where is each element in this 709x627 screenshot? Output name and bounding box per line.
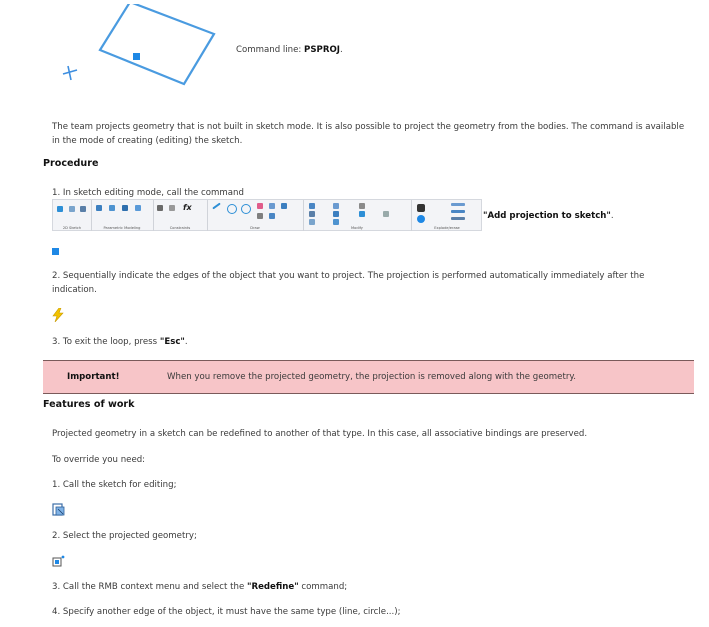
explode-icon — [417, 215, 425, 223]
override-intro: To override you need: — [52, 455, 146, 465]
ribbon-group-2d-sketch — [53, 200, 92, 231]
finish-sketch-icon — [57, 206, 63, 212]
erase-icon — [417, 204, 425, 212]
arc-icon — [227, 204, 237, 214]
add-projection-end: . — [610, 211, 614, 221]
sketch-edit-icon — [52, 503, 66, 517]
step-marker-icon — [52, 248, 59, 255]
ribbon-group-parametric — [91, 200, 154, 231]
erase-group-icon — [451, 217, 465, 220]
important-note — [43, 360, 694, 394]
ribbon-group-draw — [207, 200, 304, 231]
ribbon-group-modify — [303, 200, 412, 231]
add-projection-icon — [69, 206, 75, 212]
ribbon-group-label: Constraints — [169, 226, 191, 230]
revolve-icon — [109, 205, 115, 211]
projected-geometry-icon — [52, 555, 65, 568]
step-1-text: 1. In sketch editing mode, call the command — [52, 188, 244, 198]
override-step-2: 2. Select the projected geometry; — [52, 531, 197, 541]
override-step-3-suffix: command; — [298, 582, 348, 592]
sketch-tool-icon — [80, 206, 86, 212]
explode-text-icon — [451, 203, 465, 206]
ribbon-group-label: Modify — [351, 226, 363, 230]
explode-group-icon — [451, 210, 465, 213]
override-step-1: 1. Call the sketch for editing; — [52, 480, 177, 490]
scale-icon — [333, 203, 339, 209]
step-3-text — [52, 335, 188, 349]
command-line-suffix: . — [339, 45, 343, 55]
redefine-command-label: "Redefine" — [246, 582, 299, 592]
sweep-icon — [135, 205, 141, 211]
extrude-icon — [96, 205, 102, 211]
copy-icon — [309, 219, 315, 225]
override-step-3-prefix: 3. Call the RMB context menu and select the — [52, 582, 247, 592]
override-step-3 — [52, 580, 347, 594]
intro-paragraph: The team projects geometry that is not built in sketch mode. It is also possible to project the geometry from the bodies. The command is available in the mode of creating (editing) the sketch. — [52, 122, 685, 146]
override-step-4: 4. Specify another edge of the object, it must have the same type (line, circle...); — [52, 607, 401, 617]
draw-tool-icon — [269, 203, 275, 209]
command-name: PSPROJ — [304, 45, 340, 55]
step-2-text: 2. Sequentially indicate the edges of the object that you want to project. The projection is performed automatically immediately after the indication. — [52, 271, 645, 295]
sketch-projection-illustration — [58, 4, 218, 86]
ribbon-group-explode — [411, 200, 483, 231]
step-3-prefix: 3. To exit the loop, press — [52, 337, 160, 347]
parameters-manager-icon: fx — [183, 203, 192, 212]
ribbon-group-label: Explode/erase — [434, 226, 460, 230]
linear-constraint-icon — [157, 205, 163, 211]
ribbon-group-label: Parametric Modeling — [103, 226, 141, 230]
add-projection-label: "Add projection to sketch" — [483, 211, 611, 221]
move-icon — [309, 203, 315, 209]
rotate-icon — [309, 211, 315, 217]
trim-icon — [359, 211, 365, 217]
procedure-heading: Procedure — [43, 158, 99, 169]
add-projection-command — [483, 209, 614, 223]
esc-key-label: "Esc" — [159, 337, 185, 347]
step-3-suffix: . — [184, 337, 188, 347]
loft-icon — [122, 205, 128, 211]
lightning-icon — [52, 308, 64, 322]
stretch-icon — [333, 211, 339, 217]
command-line-note — [236, 43, 343, 57]
features-heading: Features of work — [43, 399, 135, 410]
ribbon-group-label: Draw — [250, 226, 260, 230]
mirror-icon — [333, 219, 339, 225]
ribbon-toolbar-screenshot — [52, 199, 482, 231]
circle-icon — [241, 204, 251, 214]
important-text: When you remove the projected geometry, the projection is removed along with the geometry. — [167, 372, 576, 382]
line-icon — [212, 203, 221, 210]
draw-tool-icon — [281, 203, 287, 209]
ribbon-group-label: 2D Sketch — [62, 226, 82, 230]
draw-tool-icon — [269, 213, 275, 219]
coincident-icon — [169, 205, 175, 211]
array-icon — [359, 203, 365, 209]
features-paragraph: Projected geometry in a sketch can be redefined to another of that type. In this case, all associative bindings are preserved. — [52, 429, 588, 439]
command-line-prefix: Command line: — [236, 45, 305, 55]
ribbon-group-constraints — [153, 200, 208, 231]
fillet-icon — [383, 211, 389, 217]
draw-tool-icon — [257, 213, 263, 219]
important-label: Important! — [67, 372, 120, 382]
draw-tool-icon — [257, 203, 263, 209]
